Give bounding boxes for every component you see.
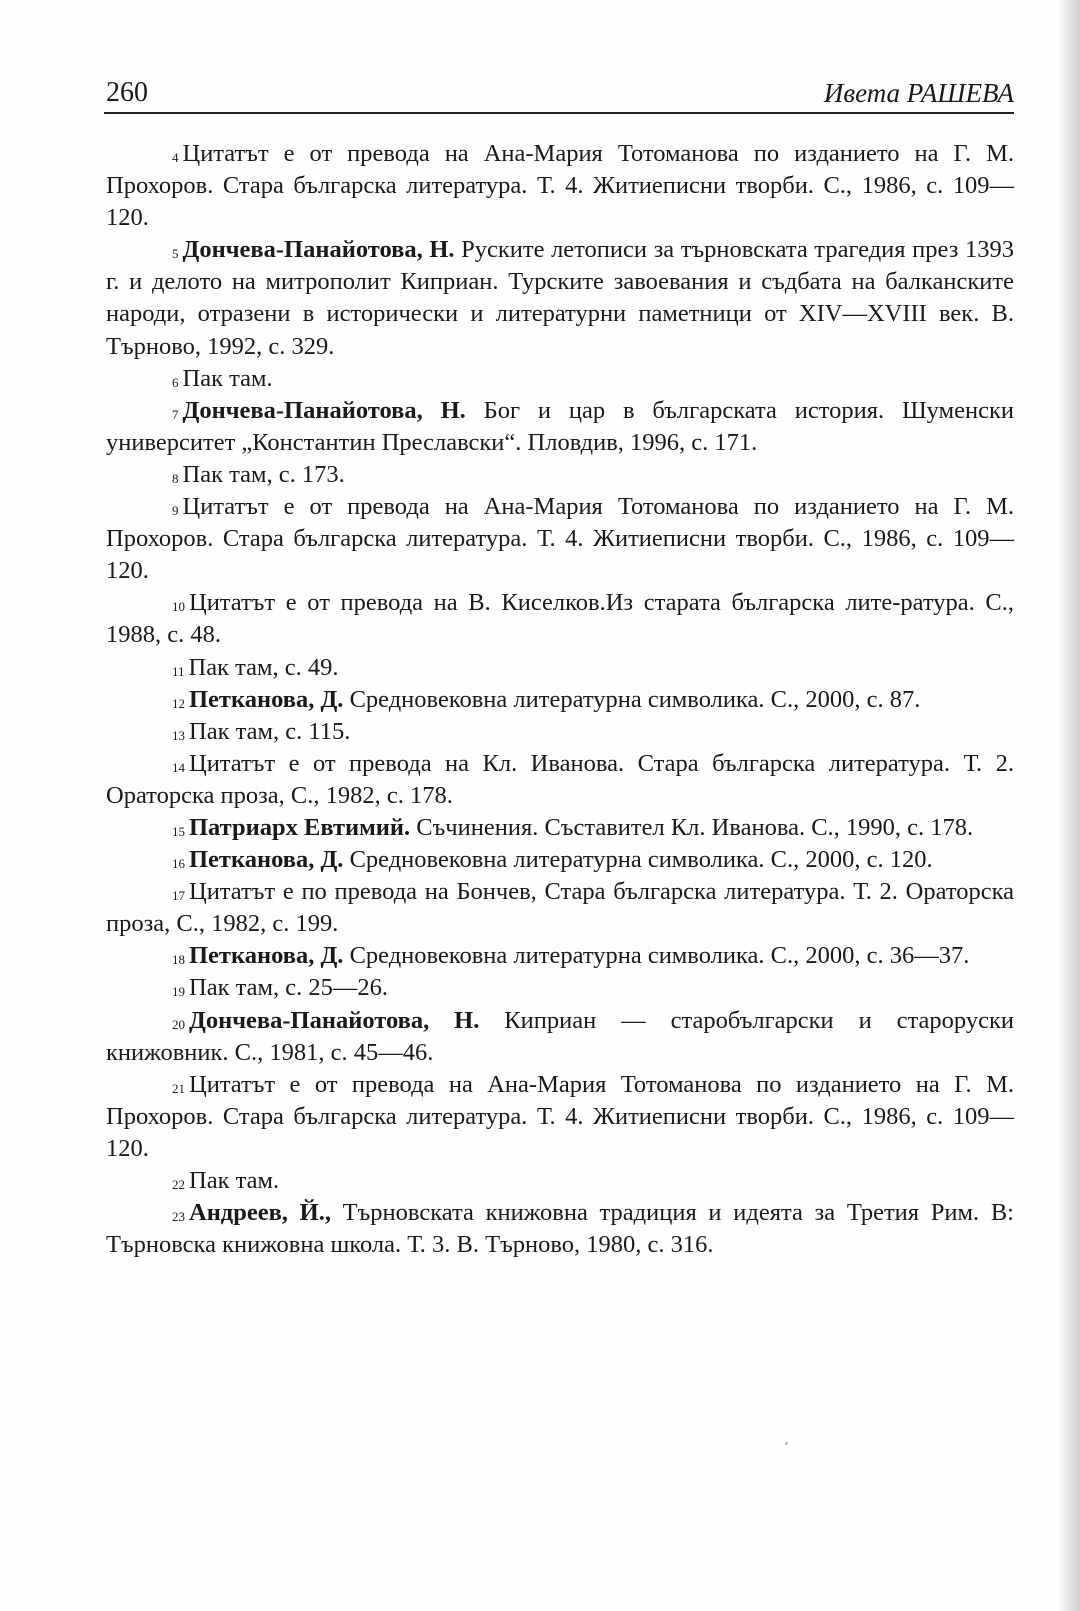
footnote-author: Дончева-Панайотова, Н.: [182, 236, 455, 264]
footnote-9: [106, 491, 1014, 587]
footnote-author: Дончева-Панайотова, Н.: [189, 1006, 480, 1034]
footnote-5: [106, 234, 1014, 362]
paper-speck: [785, 1442, 788, 1445]
footnote-text: Цитатът е от превода на В. Киселков.Из старата българска лите-ратура. С., 1988, с. 48.: [106, 589, 1014, 649]
footnote-text: Средновековна литературна символика. С., 2000, с. 36—37.: [343, 942, 970, 970]
footnote-16: [106, 844, 1014, 876]
footnotes-list: [106, 138, 1014, 1261]
footnote-text: Цитатът е от превода на Кл. Иванова. Стара българска литература. Т. 2. Ораторска проза, С., 1982, с. 178.: [106, 749, 1014, 809]
footnote-number: 5: [172, 246, 179, 262]
footnote-author: Дончева-Панайотова, Н.: [182, 396, 466, 424]
running-head: [106, 74, 1014, 114]
footnote-14: [106, 748, 1014, 812]
footnote-text: Цитатът е от превода на Ана-Мария Тотоманова по изданието на Г. М. Прохоров. Стара българска литература. Т. 4. Житиеписни творби. С., 1986, с. 109—120.: [106, 493, 1014, 585]
footnote-11: [106, 652, 1014, 684]
footnote-text: Цитатът е по превода на Бончев, Стара българска литература. Т. 2. Ораторска проза, С., 1982, с. 199.: [106, 878, 1014, 938]
running-title: Ивета РАШЕВА: [823, 78, 1014, 108]
footnote-10: [106, 587, 1014, 651]
footnote-text: Пак там.: [189, 1167, 280, 1194]
footnote-18: [106, 940, 1014, 972]
footnote-number: 15: [172, 823, 185, 839]
footnote-text: Съчинения. Съставител Кл. Иванова. С., 1990, с. 178.: [410, 813, 974, 841]
footnote-6: [106, 363, 1014, 395]
footnote-number: 21: [172, 1080, 185, 1096]
footnote-21: [106, 1069, 1014, 1165]
footnote-7: [106, 395, 1014, 459]
footnote-text: Средновековна литературна символика. С., 2000, с. 120.: [343, 846, 933, 874]
footnote-text: Цитатът е от превода на Ана-Мария Тотоманова по изданието на Г. М. Прохоров. Стара българска литература. Т. 4. Житиеписни творби. С., 1986, с. 109—120.: [106, 140, 1014, 232]
footnote-number: 16: [172, 856, 185, 872]
footnote-15: [106, 812, 1014, 844]
footnote-12: [106, 684, 1014, 716]
footnote-number: 17: [172, 888, 185, 904]
footnote-number: 8: [172, 470, 179, 486]
footnote-23: [106, 1197, 1014, 1261]
footnote-text: Пак там, с. 49.: [188, 653, 339, 681]
footnote-text: Киприан — старобългарски и староруски книжовник. С., 1981, с. 45—46.: [106, 1006, 1014, 1066]
footnote-13: [106, 716, 1014, 748]
footnote-number: 10: [172, 599, 185, 615]
footnote-number: 13: [172, 727, 185, 743]
footnote-number: 9: [172, 503, 179, 519]
footnote-author: Патриарх Евтимий.: [189, 813, 411, 841]
footnote-20: [106, 1005, 1014, 1069]
footnote-number: 18: [172, 952, 185, 968]
footnote-19: [106, 972, 1014, 1004]
header-rule: [104, 112, 1014, 114]
footnote-number: 6: [172, 374, 179, 390]
footnote-number: 14: [172, 759, 185, 775]
footnote-text: Пак там.: [182, 364, 273, 392]
footnote-text: Руските летописи за търновската трагедия през 1393 г. и делото на митрополит Киприан. Турските завоевания и съдбата на балканските народи, отразени в исторически и литературни паметници от XIV—XVIII век. В. Търново, 1992, с. 329.: [106, 236, 1014, 360]
page-edge-shadow: [1058, 0, 1080, 1611]
footnote-8: [106, 459, 1014, 491]
footnote-number: 20: [172, 1016, 185, 1032]
footnote-text: Пак там, с. 115.: [189, 717, 351, 745]
footnote-author: Петканова, Д.: [189, 685, 344, 713]
footnote-text: Пак там, с. 173.: [182, 460, 345, 488]
footnote-number: 11: [172, 663, 185, 679]
footnote-text: Търновската книжовна традиция и идеята за Третия Рим. В: Търновска книжовна школа. Т. 3. В. Търново, 1980, с. 316.: [106, 1199, 1014, 1259]
footnote-text: Пак там, с. 25—26.: [189, 974, 388, 1002]
footnote-number: 12: [172, 695, 185, 711]
page-number: 260: [106, 77, 148, 108]
footnote-17: [106, 876, 1014, 940]
footnote-number: 23: [172, 1209, 185, 1225]
footnote-text: Бог и цар в българската история. Шуменски университет „Константин Преславски“. Пловдив, 1996, с. 171.: [106, 396, 1014, 456]
footnote-4: [106, 138, 1014, 234]
footnote-number: 19: [172, 984, 185, 1000]
footnote-text: Цитатът е от превода на Ана-Мария Тотоманова по изданието на Г. М. Прохоров. Стара българска литература. Т. 4. Житиеписни творби. С., 1986, с. 109—120.: [106, 1070, 1014, 1162]
footnote-author: Андреев, Й.,: [189, 1199, 331, 1227]
footnote-author: Петканова, Д.: [189, 942, 344, 970]
footnote-number: 22: [172, 1177, 185, 1192]
footnote-number: 4: [172, 150, 179, 165]
footnote-author: Петканова, Д.: [189, 846, 344, 874]
footnote-number: 7: [172, 406, 179, 422]
footnote-text: Средновековна литературна символика. С., 2000, с. 87.: [343, 685, 921, 713]
footnote-22: [106, 1165, 1014, 1197]
